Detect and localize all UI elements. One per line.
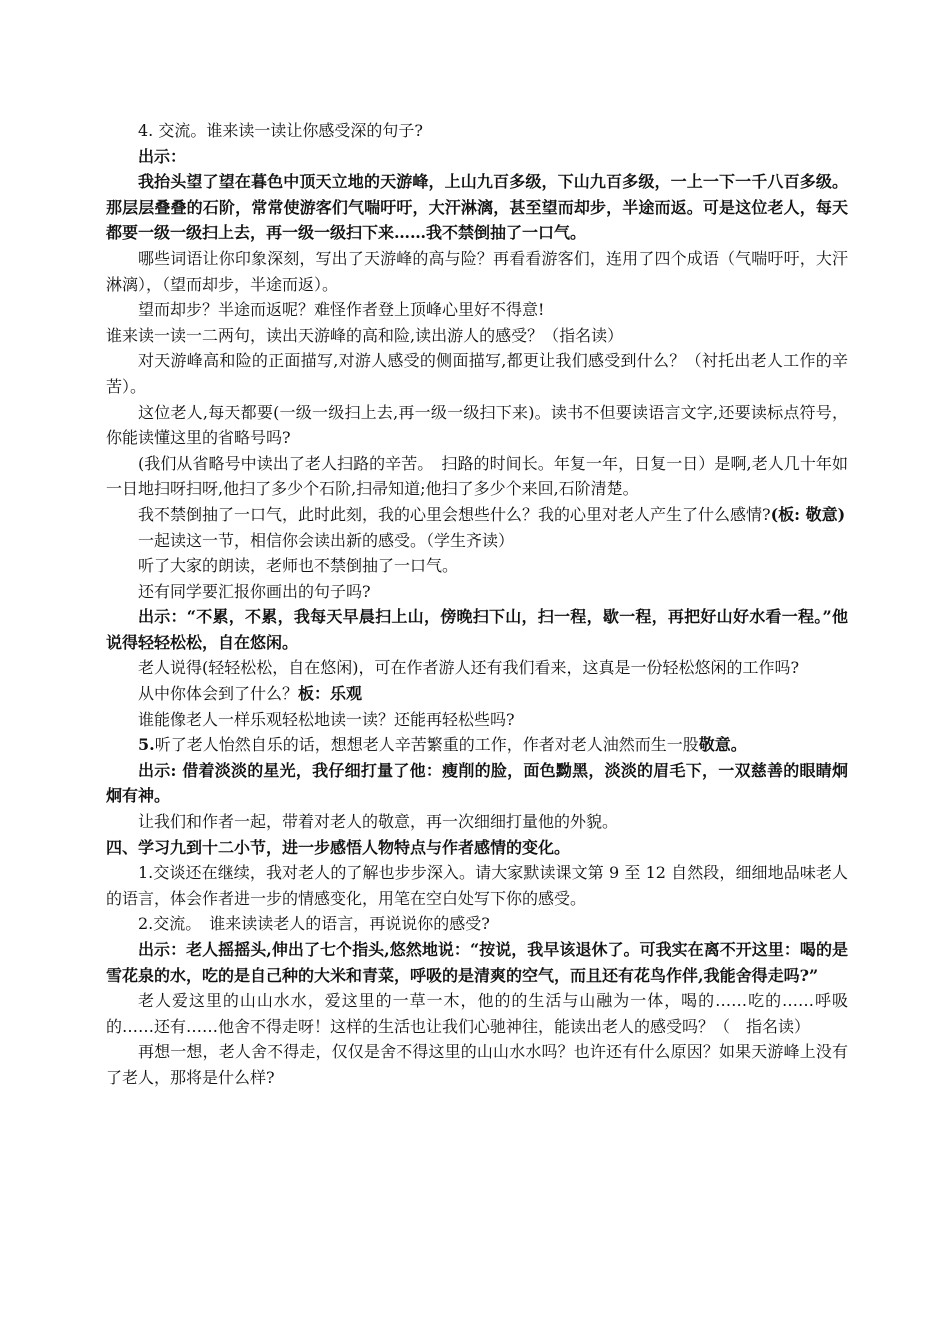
paragraph-hardship: (我们从省略号中读出了老人扫路的辛苦。 扫路的时间长。年复一年，日复一日）是啊,老人几十年如一日地扫呀扫呀,他扫了多少个石阶,扫帚知道;他扫了多少个来回,石阶清楚。 — [106, 453, 848, 499]
paragraph-respect — [106, 502, 848, 528]
board-note-respect: (板: 敬意) — [770, 504, 846, 524]
step-5-text: 听了老人怡然自乐的话，想想老人辛苦繁重的工作，作者对老人油然而生一股 — [154, 735, 699, 755]
step-5-respect: 敬意。 — [698, 735, 747, 755]
step-5-number: 5. — [138, 735, 155, 755]
paragraph-idioms: 哪些词语让你印象深刻，写出了天游峰的高与险？再看看游客们，连用了四个成语（气喘吁吁，大汗淋漓），（望而却步，半途而返）。 — [106, 248, 848, 294]
paragraph-reflect: 再想一想，老人舍不得走，仅仅是舍不得这里的山山水水吗？也许还有什么原因？如果天游峰上没有了老人，那将是什么样? — [106, 1042, 848, 1087]
quote-retire: 出示：老人摇摇头,伸出了七个指头,悠然地说：“按说，我早该退休了。可我实在离不开这里：喝的是雪花泉的水，吃的是自己种的大米和青菜，呼吸的是清爽的空气，而且还有花鸟作伴,我能舍得走吗?” — [106, 940, 848, 985]
paragraph-read-lightly: 谁能像老人一样乐观轻松地读一读？还能再轻松些吗? — [138, 709, 515, 729]
paragraph-step-5 — [106, 732, 848, 758]
paragraph-appearance: 让我们和作者一起，带着对老人的敬意，再一次细细打量他的外貌。 — [138, 812, 619, 832]
paragraph-retreat: 望而却步？半途而返呢？难怪作者登上顶峰心里好不得意! — [138, 300, 545, 320]
paragraph-read-together: 一起读这一节，相信你会读出新的感受。（学生齐读） — [138, 530, 515, 550]
paragraph-silent-reading: 1.交谈还在继续，我对老人的了解也步步深入。请大家默读课文第 9 至 12 自然段，细细地品味老人的语言，体会作者进一步的情感变化，用笔在空白处写下你的感受。 — [106, 863, 848, 908]
paragraph-exchange: 2.交流。 谁来读读老人的语言，再说说你的感受? — [138, 914, 490, 934]
document-page — [106, 118, 848, 1091]
paragraph-optimism — [106, 681, 848, 707]
paragraph-easy-work: 老人说得(轻轻松松，自在悠闲)，可在作者游人还有我们看来，这真是一份轻松悠闲的工作吗? — [138, 658, 800, 678]
paragraph-ellipsis: 这位老人,每天都要(一级一级扫上去,再一级一级扫下来)。读书不但要读语言文字,还要读标点符号，你能读懂这里的省略号吗? — [106, 402, 848, 448]
quote-not-tired: 出示：“不累，不累，我每天早晨扫上山，傍晚扫下山，扫一程，歇一程，再把好山好水看一程。”他说得轻轻松松，自在悠闲。 — [106, 607, 848, 652]
quote-starlight: 出示: 借着淡淡的星光，我仔细打量了他：瘦削的脸，面色黝黑，淡淡的眉毛下，一双慈善的眼睛炯炯有神。 — [106, 760, 848, 806]
quote-staircase: 我抬头望了望在暮色中顶天立地的天游峰，上山九百多级，下山九百多级，一上一下一千八百多级。那层层叠叠的石阶，常常使游客们气喘吁吁，大汗淋漓，甚至望而却步，半途而返。可是这位老人，每天都要一级一级扫上去，再一级一级扫下来……我不禁倒抽了一口气。 — [106, 172, 848, 243]
section-heading-4: 四、学习九到十二小节，进一步感悟人物特点与作者感情的变化。 — [106, 837, 571, 857]
paragraph-read-aloud: 谁来读一读一二两句，读出天游峰的高和险,读出游人的感受？（指名读） — [106, 325, 624, 345]
paragraph-description: 对天游峰高和险的正面描写,对游人感受的侧面描写,都更让我们感受到什么？（衬托出老人工作的辛苦）。 — [106, 351, 848, 396]
show-label: 出示： — [138, 146, 187, 166]
paragraph-report: 还有同学要汇报你画出的句子吗? — [138, 581, 371, 601]
paragraph-teacher: 听了大家的朗读，老师也不禁倒抽了一口气。 — [138, 556, 459, 576]
paragraph-mountain-life: 老人爱这里的山山水水，爱这里的一草一木，他的的生活与山融为一体，喝的……吃的……呼吸的……还有……他舍不得走呀！这样的生活也让我们心驰神往，能读出老人的感受吗？（ 指名读） — [106, 991, 848, 1036]
step-4-line: 4. 交流。谁来读一读让你感受深的句子? — [138, 121, 423, 140]
optimism-question: 从中你体会到了什么？ — [138, 684, 299, 704]
respect-question: 我不禁倒抽了一口气，此时此刻，我的心里会想些什么？我的心里对老人产生了什么感情? — [138, 504, 771, 524]
board-note-optimism: 板：乐观 — [298, 684, 363, 704]
